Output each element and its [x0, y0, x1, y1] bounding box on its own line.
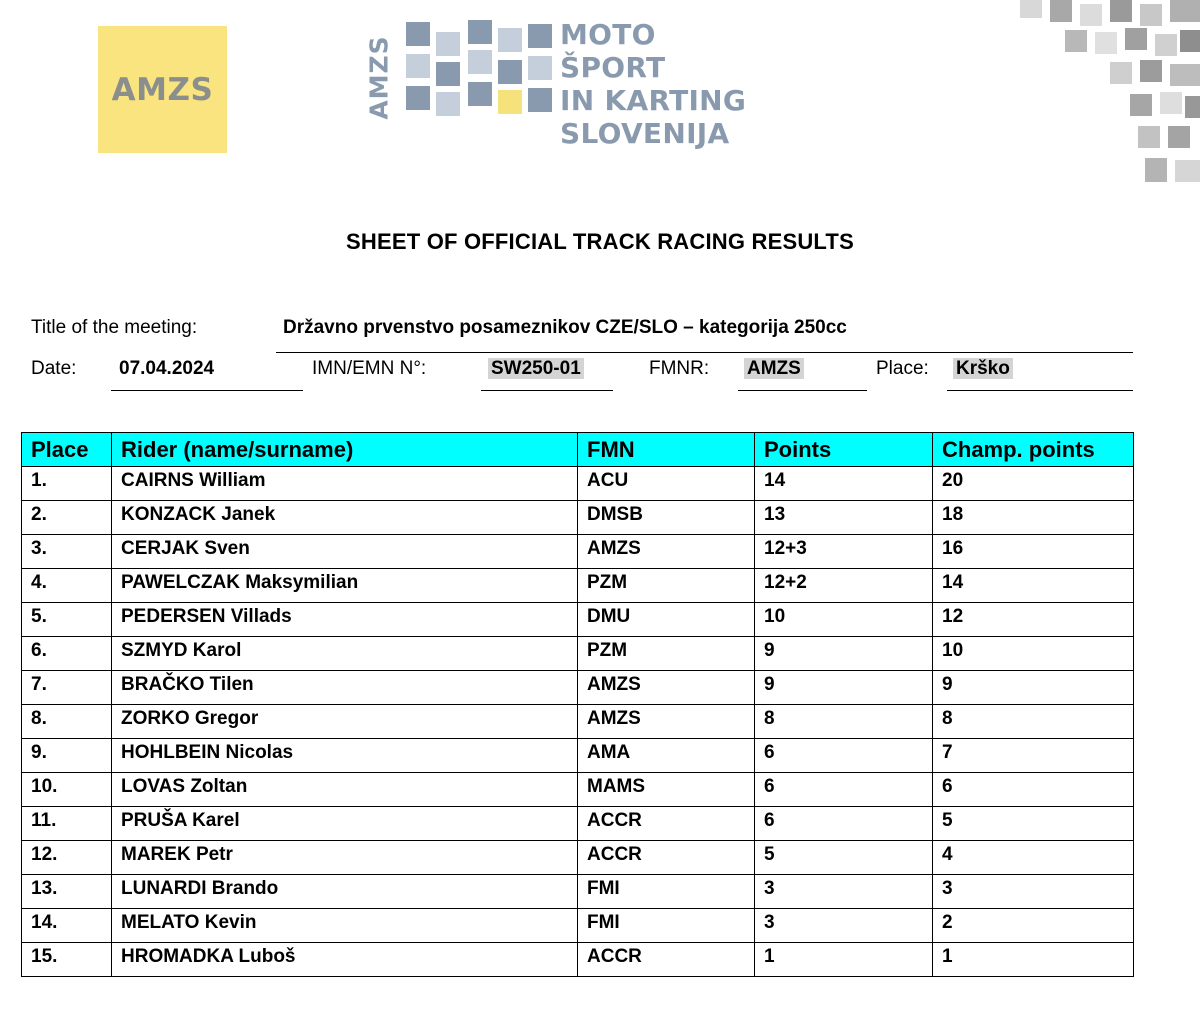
document-title: SHEET OF OFFICIAL TRACK RACING RESULTS: [346, 229, 854, 254]
imn-underline: [481, 390, 613, 391]
cell-rider: MAREK Petr: [112, 841, 578, 875]
cell-fmn: MAMS: [578, 773, 755, 807]
cell-place: 12.: [22, 841, 112, 875]
table-row: [22, 603, 1134, 637]
results-header-row: [22, 433, 1134, 467]
cell-fmn: AMZS: [578, 705, 755, 739]
cell-points: 6: [755, 739, 933, 773]
cell-champ: 18: [933, 501, 1134, 535]
header-points: Points: [755, 433, 933, 467]
fmnr-value-text: AMZS: [744, 358, 804, 379]
cell-fmn: AMZS: [578, 671, 755, 705]
cell-champ: 6: [933, 773, 1134, 807]
cell-champ: 5: [933, 807, 1134, 841]
cell-fmn: ACCR: [578, 807, 755, 841]
cell-place: 9.: [22, 739, 112, 773]
date-underline: [111, 390, 303, 391]
brand-vertical-text-wrap: [364, 32, 394, 122]
cell-fmn: ACCR: [578, 943, 755, 977]
header-champ-points: Champ. points: [933, 433, 1134, 467]
imn-label: IMN/EMN N°:: [312, 358, 427, 379]
cell-rider: PAWELCZAK Maksymilian: [112, 569, 578, 603]
cell-points: 12+3: [755, 535, 933, 569]
cell-place: 6.: [22, 637, 112, 671]
cell-place: 7.: [22, 671, 112, 705]
cell-place: 3.: [22, 535, 112, 569]
table-row: [22, 637, 1134, 671]
cell-points: 3: [755, 909, 933, 943]
cell-fmn: PZM: [578, 637, 755, 671]
corner-checker-pattern: [1010, 0, 1200, 185]
cell-place: 1.: [22, 467, 112, 501]
cell-champ: 7: [933, 739, 1134, 773]
table-row: [22, 671, 1134, 705]
table-row: [22, 841, 1134, 875]
brand-line-1: MOTO ŠPORT: [560, 18, 666, 84]
date-value: 07.04.2024: [119, 358, 215, 379]
cell-fmn: DMSB: [578, 501, 755, 535]
table-row: [22, 943, 1134, 977]
header-fmn: FMN: [578, 433, 755, 467]
date-label: Date:: [31, 358, 77, 379]
cell-place: 2.: [22, 501, 112, 535]
cell-rider: ZORKO Gregor: [112, 705, 578, 739]
cell-rider: KONZACK Janek: [112, 501, 578, 535]
place-underline: [947, 390, 1133, 391]
table-row: [22, 773, 1134, 807]
table-row: [22, 909, 1134, 943]
cell-fmn: ACU: [578, 467, 755, 501]
cell-champ: 12: [933, 603, 1134, 637]
cell-place: 5.: [22, 603, 112, 637]
place-value: [953, 358, 1013, 380]
cell-rider: HOHLBEIN Nicolas: [112, 739, 578, 773]
cell-place: 13.: [22, 875, 112, 909]
cell-rider: MELATO Kevin: [112, 909, 578, 943]
header-rider: Rider (name/surname): [112, 433, 578, 467]
results-table: [21, 432, 1134, 977]
cell-points: 8: [755, 705, 933, 739]
table-row: [22, 705, 1134, 739]
moto-sport-logo: [364, 14, 764, 150]
table-row: [22, 875, 1134, 909]
cell-champ: 14: [933, 569, 1134, 603]
cell-place: 4.: [22, 569, 112, 603]
imn-value-text: SW250-01: [488, 358, 584, 379]
cell-fmn: ACCR: [578, 841, 755, 875]
meeting-title-value: Državno prvenstvo posameznikov CZE/SLO – kategorija 250cc: [283, 317, 847, 338]
meeting-title-label: Title of the meeting:: [31, 317, 198, 338]
cell-fmn: AMA: [578, 739, 755, 773]
cell-points: 14: [755, 467, 933, 501]
table-row: [22, 535, 1134, 569]
fmnr-underline: [738, 390, 867, 391]
cell-points: 6: [755, 807, 933, 841]
brand-line-3: SLOVENIJA: [560, 117, 730, 150]
cell-points: 9: [755, 637, 933, 671]
cell-place: 14.: [22, 909, 112, 943]
table-row: [22, 501, 1134, 535]
cell-fmn: PZM: [578, 569, 755, 603]
cell-champ: 3: [933, 875, 1134, 909]
cell-points: 3: [755, 875, 933, 909]
cell-rider: CERJAK Sven: [112, 535, 578, 569]
cell-points: 9: [755, 671, 933, 705]
amzs-logo-text: AMZS: [111, 71, 214, 108]
checkered-flag-icon: [406, 20, 556, 118]
fmnr-value: [744, 358, 804, 380]
imn-value: [488, 358, 584, 380]
cell-fmn: FMI: [578, 875, 755, 909]
table-row: [22, 467, 1134, 501]
cell-points: 5: [755, 841, 933, 875]
cell-place: 10.: [22, 773, 112, 807]
cell-rider: HROMADKA Luboš: [112, 943, 578, 977]
amzs-logo: [98, 26, 227, 153]
cell-champ: 10: [933, 637, 1134, 671]
cell-rider: LOVAS Zoltan: [112, 773, 578, 807]
header-place: Place: [22, 433, 112, 467]
cell-fmn: AMZS: [578, 535, 755, 569]
cell-rider: SZMYD Karol: [112, 637, 578, 671]
cell-rider: PRUŠA Karel: [112, 807, 578, 841]
table-row: [22, 807, 1134, 841]
cell-points: 1: [755, 943, 933, 977]
cell-fmn: FMI: [578, 909, 755, 943]
brand-vertical-text: AMZS: [364, 34, 394, 120]
cell-points: 6: [755, 773, 933, 807]
results-body: [22, 467, 1134, 977]
cell-rider: CAIRNS William: [112, 467, 578, 501]
cell-champ: 2: [933, 909, 1134, 943]
table-row: [22, 569, 1134, 603]
cell-place: 8.: [22, 705, 112, 739]
cell-champ: 9: [933, 671, 1134, 705]
cell-points: 13: [755, 501, 933, 535]
cell-rider: BRAČKO Tilen: [112, 671, 578, 705]
meeting-title-underline: [276, 352, 1133, 353]
brand-text: [560, 18, 764, 150]
cell-champ: 8: [933, 705, 1134, 739]
cell-points: 10: [755, 603, 933, 637]
cell-fmn: DMU: [578, 603, 755, 637]
cell-champ: 1: [933, 943, 1134, 977]
place-value-text: Krško: [953, 358, 1013, 379]
cell-place: 15.: [22, 943, 112, 977]
place-label: Place:: [876, 358, 929, 379]
brand-line-2: IN KARTING: [560, 84, 747, 117]
table-row: [22, 739, 1134, 773]
cell-rider: PEDERSEN Villads: [112, 603, 578, 637]
cell-champ: 16: [933, 535, 1134, 569]
cell-champ: 4: [933, 841, 1134, 875]
cell-points: 12+2: [755, 569, 933, 603]
cell-champ: 20: [933, 467, 1134, 501]
cell-rider: LUNARDI Brando: [112, 875, 578, 909]
cell-place: 11.: [22, 807, 112, 841]
fmnr-label: FMNR:: [649, 358, 710, 379]
